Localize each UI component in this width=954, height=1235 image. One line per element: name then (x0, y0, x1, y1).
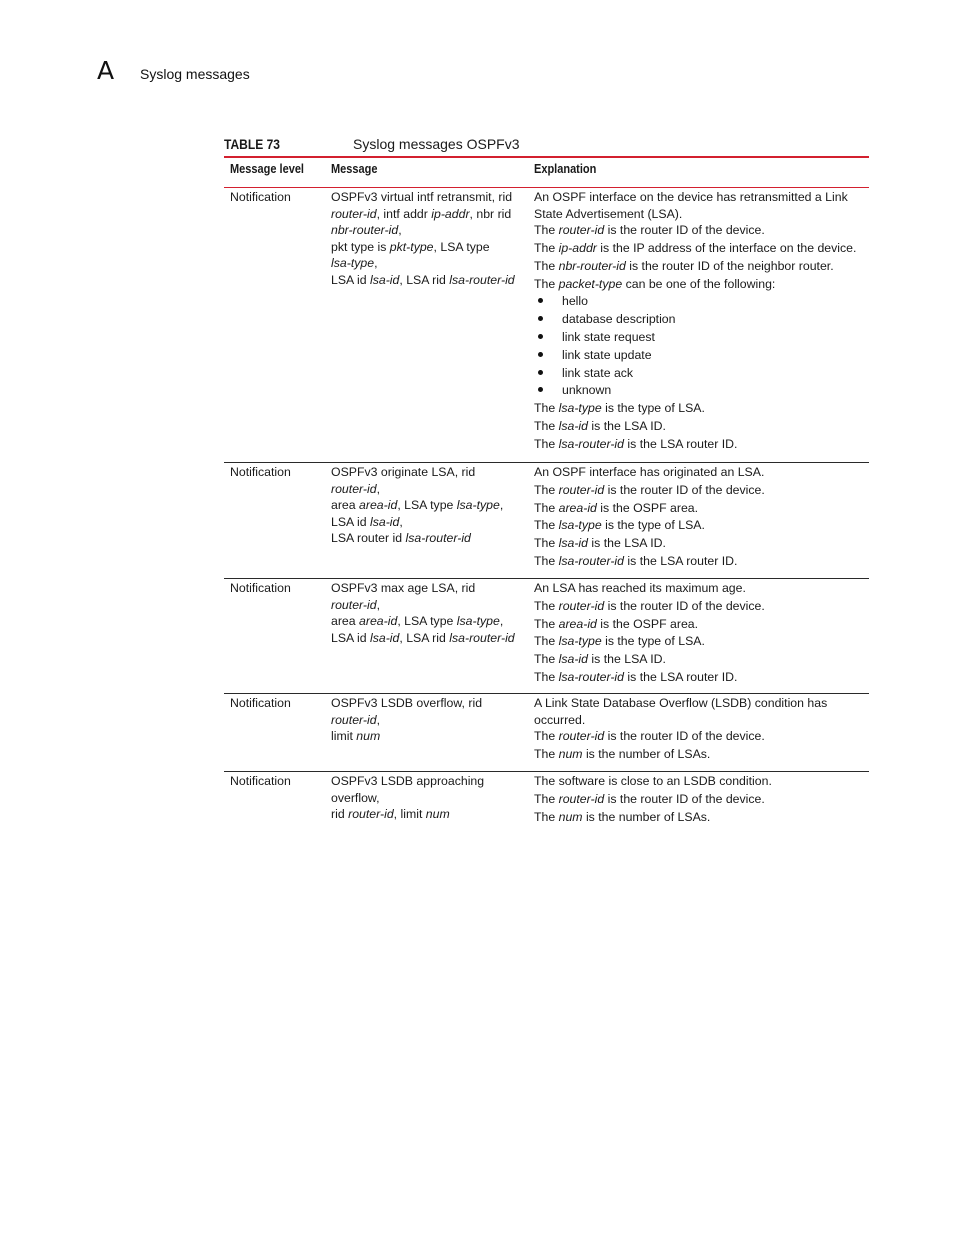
table-title: Syslog messages OSPFv3 (353, 136, 520, 152)
row-divider (224, 578, 869, 579)
row-divider (224, 462, 869, 463)
message-cell: OSPFv3 originate LSA, rid router-id, area area-id, LSA type lsa-type, LSA id lsa-id, LSA router id lsa-router-id (331, 465, 504, 546)
bullet-item: database description (534, 311, 856, 329)
message-cell: OSPFv3 LSDB overflow, rid router-id, limit num (331, 696, 483, 744)
explanation-cell: A Link State Database Overflow (LSDB) condition has occurred. The router-id is the router ID of the device. The num is the number of LSAs. (534, 696, 828, 761)
bullet-item: link state ack (534, 365, 856, 383)
bullet-item: unknown (534, 382, 856, 400)
row-divider (224, 771, 869, 772)
table-top-rule (224, 156, 869, 158)
row-divider (224, 693, 869, 694)
bullet-item: link state request (534, 329, 856, 347)
explanation-cell: The software is close to an LSDB condition. The router-id is the router ID of the device. The num is the number of LSAs. (534, 774, 772, 824)
table-caption (224, 136, 869, 156)
table-number: TABLE 73 (224, 136, 280, 152)
message-level-cell: Notification (230, 190, 291, 204)
explanation-cell: An LSA has reached its maximum age. The router-id is the router ID of the device. The area-id is the OSPF area. The lsa-type is the type of LSA. The lsa-id is the LSA ID. The lsa-router-id is the LSA router ID. (534, 581, 765, 684)
message-level-cell: Notification (230, 774, 291, 788)
message-level-cell: Notification (230, 465, 291, 479)
message-level-cell: Notification (230, 581, 291, 595)
explanation-cell: An OSPF interface has originated an LSA. The router-id is the router ID of the device. The area-id is the OSPF area. The lsa-type is the type of LSA. The lsa-id is the LSA ID. The lsa-router-id is the LSA router ID. (534, 465, 765, 568)
message-cell: OSPFv3 max age LSA, rid router-id, area area-id, LSA type lsa-type, LSA id lsa-id, LSA rid lsa-router-id (331, 581, 515, 645)
column-header-explanation: Explanation (534, 162, 597, 176)
chapter-title: Syslog messages (140, 66, 250, 82)
message-cell: OSPFv3 virtual intf retransmit, rid router-id, intf addr ip-addr, nbr rid nbr-router-id, pkt type is pkt-type, LSA type lsa-type, LSA id lsa-id, LSA rid lsa-router-id (331, 190, 515, 287)
message-cell: OSPFv3 LSDB approaching overflow, rid router-id, limit num (331, 774, 485, 822)
message-level-cell: Notification (230, 696, 291, 710)
header-bottom-rule (224, 187, 869, 188)
explanation-cell: An OSPF interface on the device has retransmitted a Link State Advertisement (LSA). The router-id is the router ID of the device. The ip-addr is the IP address of the interface on the device. The nbr-router-id is the router ID of the neighbor router. The packet-type can be one of the following: hello database description link state request link state update link state ack unknown The lsa-type is the type of LSA. The lsa-id is the LSA ID. The lsa-router-id is the LSA router ID. (534, 190, 857, 451)
column-header-message-level: Message level (230, 162, 305, 176)
bullet-item: hello (534, 293, 856, 311)
bullet-item: link state update (534, 347, 856, 365)
chapter-letter: A (97, 56, 115, 85)
column-header-message: Message (331, 162, 378, 176)
